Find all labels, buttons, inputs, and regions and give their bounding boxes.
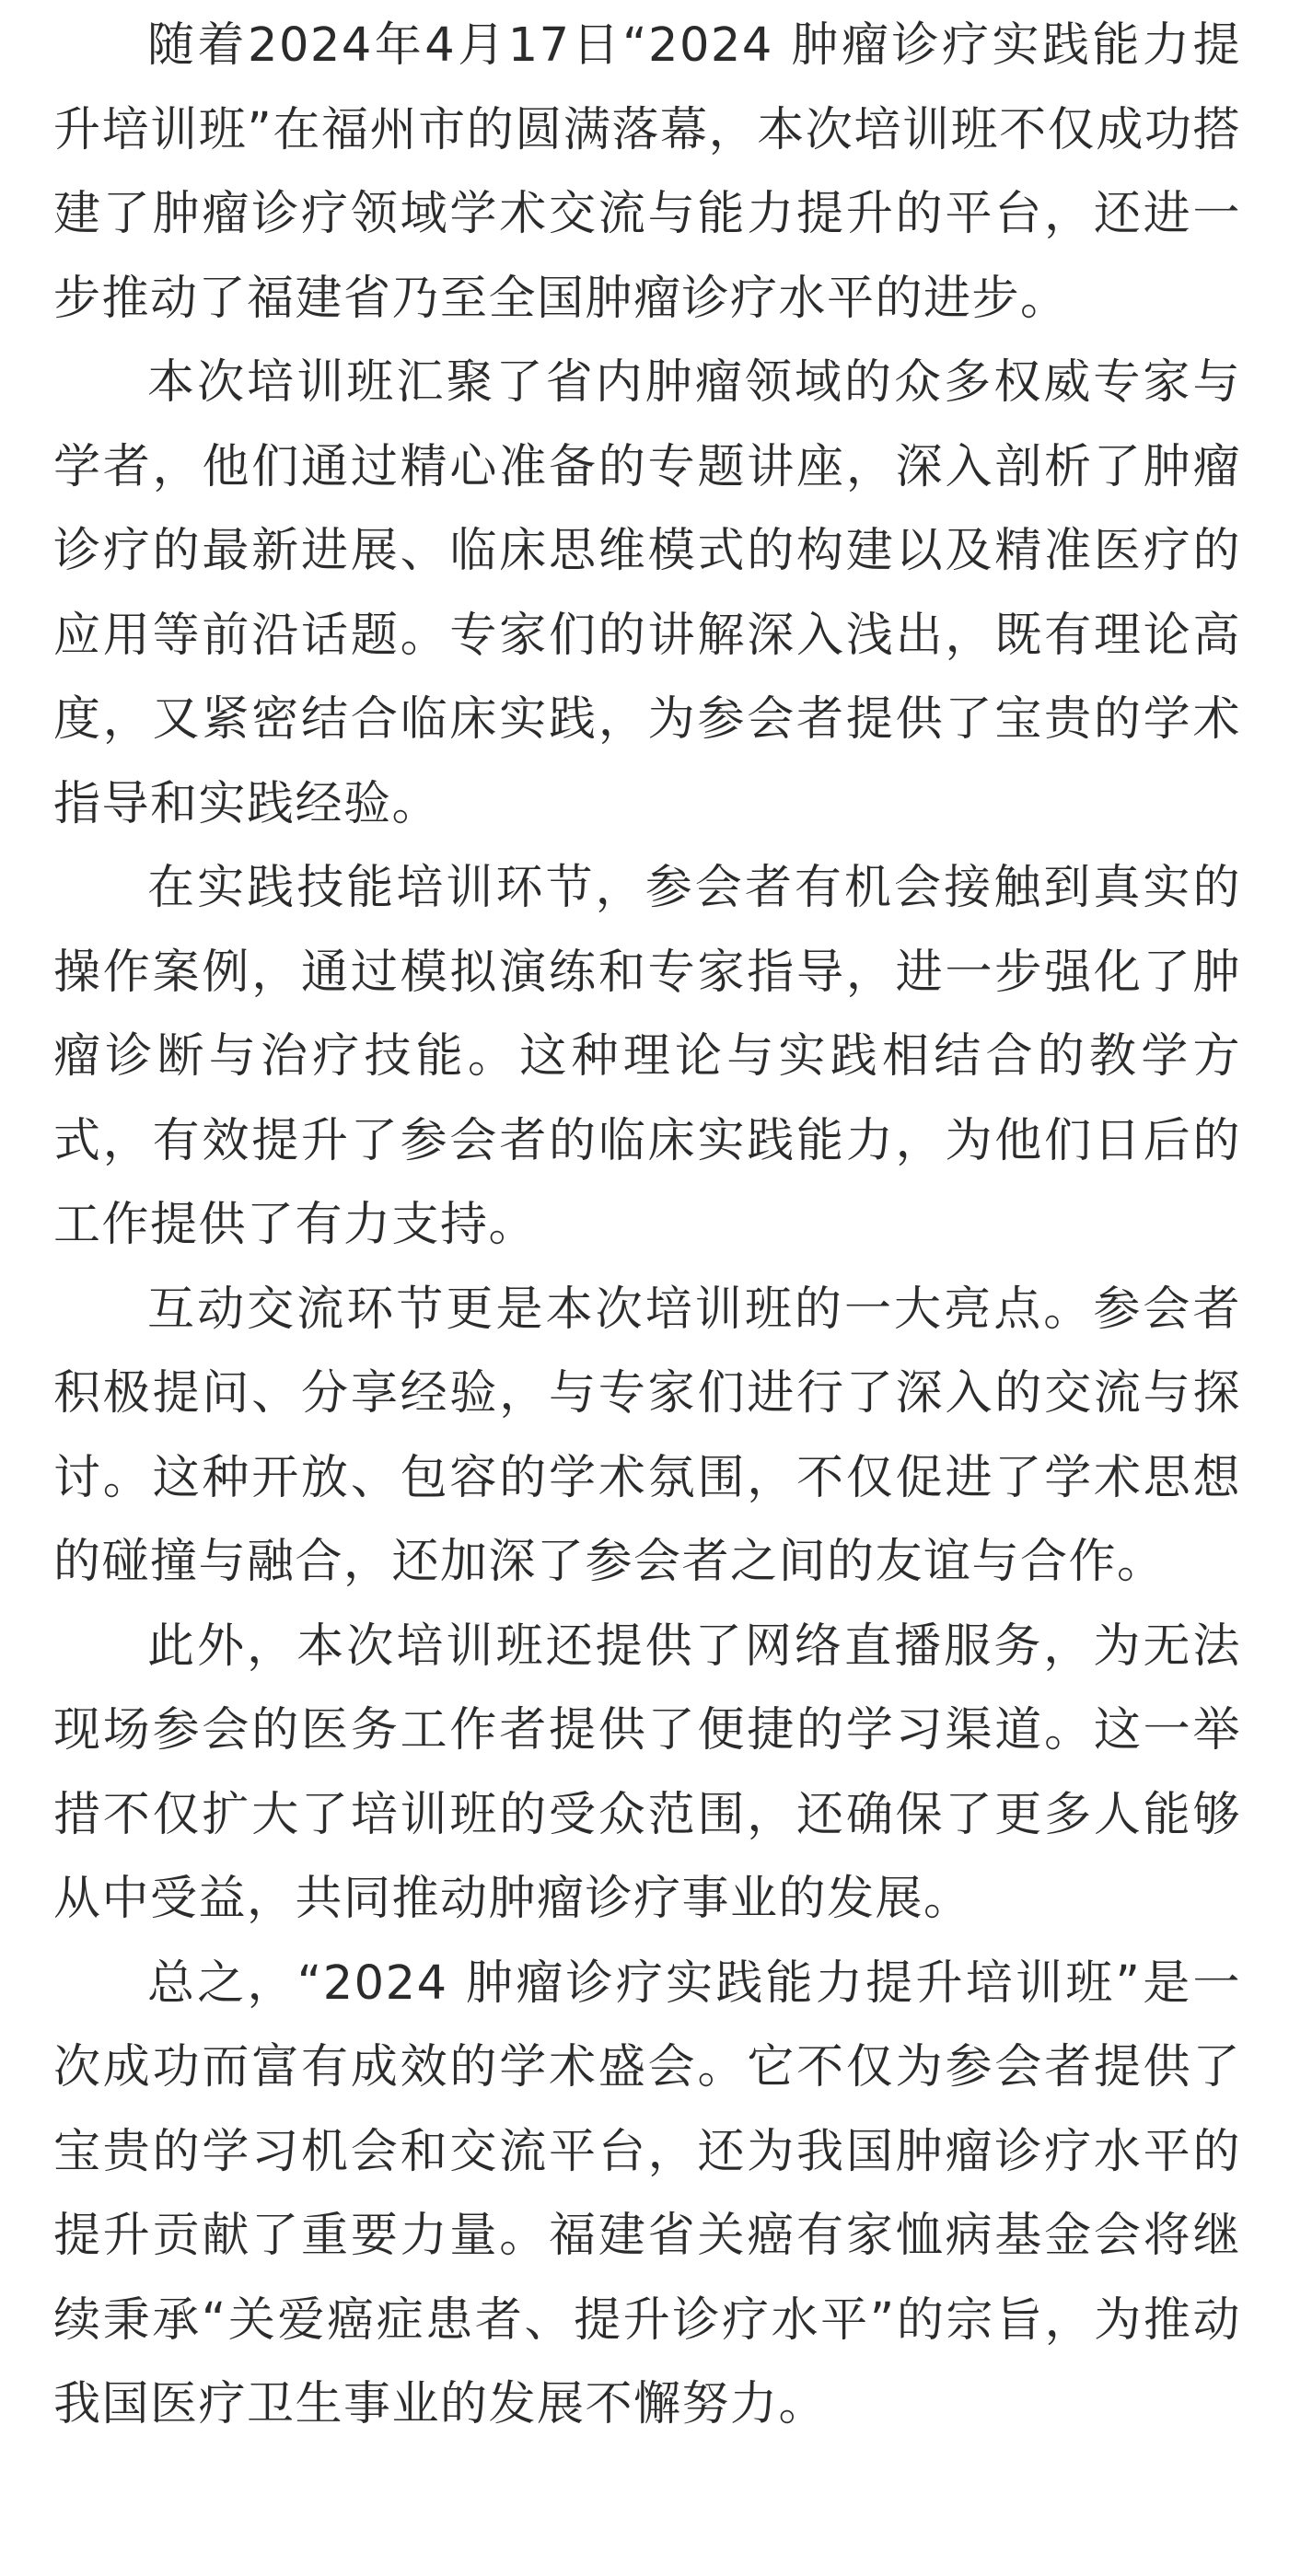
paragraph-conclusion: 总之，“2024 肿瘤诊疗实践能力提升培训班”是一次成功而富有成效的学术盛会。它不仅为参会者提供了宝贵的学习机会和交流平台，还为我国肿瘤诊疗水平的提升贡献了重要力量。福建省关癌有家恤病基金会将继续秉承“关爱癌症患者、提升诊疗水平”的宗旨，为推动我国医疗卫生事业的发展不懈努力。 [53, 1955, 1241, 2431]
paragraph-livestream: 此外，本次培训班还提供了网络直播服务，为无法现场参会的医务工作者提供了便捷的学习渠道。这一举措不仅扩大了培训班的受众范围，还确保了更多人能够从中受益，共同推动肿瘤诊疗事业的发展。 [53, 1619, 1241, 1926]
paragraph-lectures: 本次培训班汇聚了省内肿瘤领域的众多权威专家与学者，他们通过精心准备的专题讲座，深入剖析了肿瘤诊疗的最新进展、临床思维模式的构建以及精准医疗的应用等前沿话题。专家们的讲解深入浅出，既有理论高度，又紧密结合临床实践，为参会者提供了宝贵的学术指导和实践经验。 [53, 355, 1241, 831]
paragraph-interaction: 互动交流环节更是本次培训班的一大亮点。参会者积极提问、分享经验，与专家们进行了深入的交流与探讨。这种开放、包容的学术氛围，不仅促进了学术思想的碰撞与融合，还加深了参会者之间的友谊与合作。 [53, 1282, 1241, 1589]
paragraph-intro: 随着2024年4月17日“2024 肿瘤诊疗实践能力提升培训班”在福州市的圆满落幕，本次培训班不仅成功搭建了肿瘤诊疗领域学术交流与能力提升的平台，还进一步推动了福建省乃至全国肿瘤诊疗水平的进步。 [53, 18, 1241, 326]
paragraph-skills-training: 在实践技能培训环节，参会者有机会接触到真实的操作案例，通过模拟演练和专家指导，进一步强化了肿瘤诊断与治疗技能。这种理论与实践相结合的教学方式，有效提升了参会者的临床实践能力，为他们日后的工作提供了有力支持。 [53, 861, 1241, 1252]
article-body [53, 4, 1241, 2447]
